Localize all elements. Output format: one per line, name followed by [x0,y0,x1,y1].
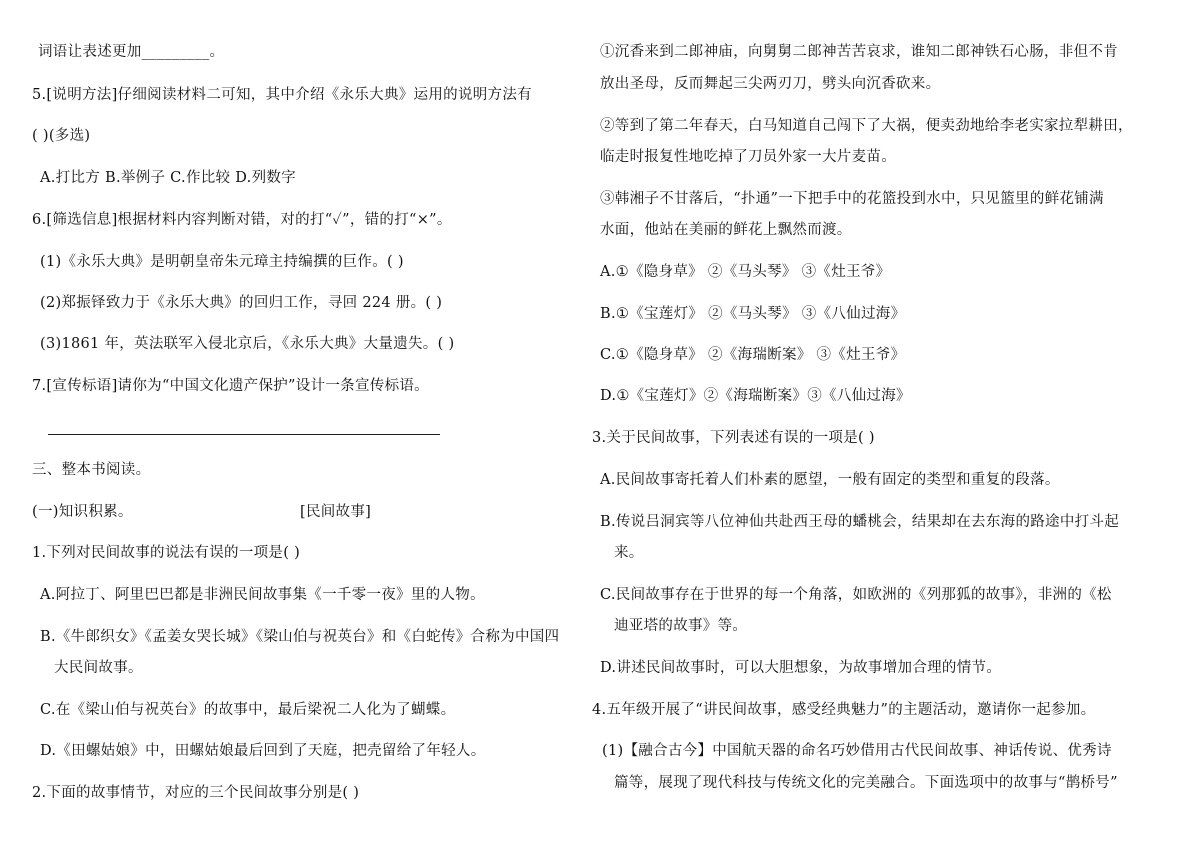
part-question-2: 2.下面的故事情节，对应的三个民间故事分别是( ) [32,785,360,801]
question-4-part-1: (1)【融合古今】中国航天器的命名巧妙借用古代民间故事、神话传说、优秀诗 [602,743,1112,759]
part-question-1-option-b-cont: 大民间故事。 [54,660,143,676]
question-6-item-3: (3)1861 年，英法联军入侵北京后，《永乐大典》大量遗失。( ) [40,336,455,352]
question-2-option-c: C.①《隐身草》 ②《海瑞断案》 ③《灶王爷》 [600,347,906,363]
question-3-option-c: C.民间故事存在于世界的每一个角落，如欧洲的《列那狐的故事》，非洲的《松 [600,587,1112,603]
question-3: 3.关于民间故事，下列表述有误的一项是( ) [592,430,875,446]
question-3-option-b-cont: 来。 [614,545,644,561]
q4-continuation: 词语让表述更加_________。 [38,44,225,60]
question-7: 7.[宣传标语]请你为“中国文化遗产保护”设计一条宣传标语。 [32,378,429,394]
story-excerpt-2-line-2: 临走时报复性地吃掉了刀员外家一大片麦苗。 [600,149,896,165]
question-6-item-2: (2)郑振铎致力于《永乐大典》的回归工作，寻回 224 册。( ) [40,295,443,311]
section-3-heading: 三、整本书阅读。 [32,462,151,478]
part-question-1-option-d: D.《田螺姑娘》中，田螺姑娘最后回到了天庭，把壳留给了年轻人。 [40,743,486,759]
subsection-tag: [民间故事] [300,504,372,520]
story-excerpt-1-line-1: ①沉香来到二郎神庙，向舅舅二郎神苦苦哀求，谁知二郎神铁石心肠，非但不肯 [600,44,1118,60]
question-3-option-a: A.民间故事寄托着人们朴素的愿望，一般有固定的类型和重复的段落。 [600,472,1060,488]
part-question-1-option-a: A.阿拉丁、阿里巴巴都是非洲民间故事集《一千零一夜》里的人物。 [40,587,485,603]
question-4-part-1-cont: 篇等，展现了现代科技与传统文化的完美融合。下面选项中的故事与“鹊桥号” [614,775,1118,791]
question-3-option-c-cont: 迪亚塔的故事》等。 [614,618,748,634]
question-5: 5.[说明方法]仔细阅读材料二可知，其中介绍《永乐大典》运用的说明方法有 [32,87,532,103]
story-excerpt-3-line-2: 水面，他站在美丽的鲜花上飘然而渡。 [600,222,852,238]
question-4: 4.五年级开展了“讲民间故事，感受经典魅力”的主题活动，邀请你一起参加。 [592,702,1096,718]
question-5-options: A.打比方 B.举例子 C.作比较 D.列数字 [40,170,296,186]
answer-line [48,434,440,435]
subsection-heading: (一)知识积累。 [32,504,133,520]
story-excerpt-3-line-1: ③韩湘子不甘落后，“扑通”一下把手中的花篮投到水中，只见篮里的鲜花铺满 [600,191,1104,207]
question-5-paren: ( )(多选) [32,128,91,144]
question-2-option-d: D.①《宝莲灯》②《海瑞断案》③《八仙过海》 [600,388,911,404]
story-excerpt-2-line-1: ②等到了第二年春天，白马知道自己闯下了大祸，便卖劲地给李老实家拉犁耕田， [600,118,1133,134]
question-6: 6.[筛选信息]根据材料内容判断对错，对的打“✓”，错的打“×”。 [32,212,452,228]
question-6-item-1: (1)《永乐大典》是明朝皇帝朱元璋主持编撰的巨作。( ) [40,254,404,270]
part-question-1-option-b: B.《牛郎织女》《孟姜女哭长城》《梁山伯与祝英台》和《白蛇传》合称为中国四 [40,629,560,645]
story-excerpt-1-line-2: 放出圣母，反而舞起三尖两刃刀，劈头向沉香砍来。 [600,76,941,92]
question-3-option-d: D.讲述民间故事时，可以大胆想象，为故事增加合理的情节。 [600,660,1002,676]
question-2-option-b: B.①《宝莲灯》 ②《马头琴》 ③《八仙过海》 [600,306,906,322]
part-question-1-option-c: C.在《梁山伯与祝英台》的故事中，最后梁祝二人化为了蝴蝶。 [40,702,456,718]
part-question-1: 1.下列对民间故事的说法有误的一项是( ) [32,545,301,561]
question-3-option-b: B.传说吕洞宾等八位神仙共赴西王母的蟠桃会，结果却在去东海的路途中打斗起 [600,514,1120,530]
question-2-option-a: A.①《隐身草》 ②《马头琴》 ③《灶王爷》 [600,264,891,280]
